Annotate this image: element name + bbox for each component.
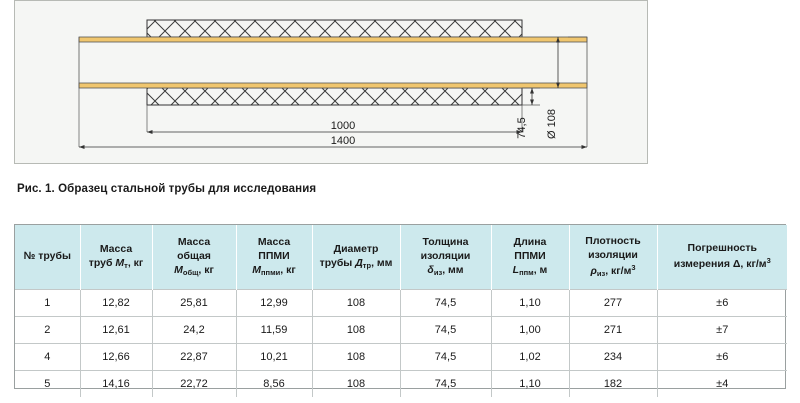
table-cell: 12,82	[80, 290, 152, 317]
header-text: Толщина	[422, 236, 469, 249]
table-cell: 74,5	[400, 317, 491, 344]
table-cell: 22,72	[152, 371, 236, 398]
dim-1000-label: 1000	[330, 120, 356, 132]
table-cell: ±6	[657, 290, 787, 317]
header-text: ППМИ	[514, 250, 546, 263]
header-superscript: 3	[766, 256, 771, 265]
header-text: ППМИ	[258, 250, 290, 263]
table-cell: ±7	[657, 317, 787, 344]
header-text: измерения Δ, кг/м	[673, 258, 767, 270]
header-subscript: из	[596, 268, 606, 278]
header-text: трубы	[319, 256, 353, 269]
table-cell: 12,61	[80, 317, 152, 344]
insulation-top	[147, 20, 522, 37]
column-header	[15, 225, 80, 290]
table-row	[15, 344, 787, 371]
header-subscript: из	[433, 267, 443, 277]
header-text: Масса	[177, 236, 211, 249]
column-header	[491, 225, 569, 290]
table-cell: 108	[312, 317, 400, 344]
header-text: общая	[177, 250, 211, 263]
header-text: Масса	[99, 243, 133, 256]
table-cell: 5	[15, 371, 80, 398]
header-symbol: δ	[427, 263, 434, 276]
header-unit: , мм	[442, 263, 464, 276]
table-cell: 11,59	[236, 317, 312, 344]
dim-1400-label: 1400	[330, 135, 356, 147]
table-cell: ±6	[657, 344, 787, 371]
table-cell: 10,21	[236, 344, 312, 371]
header-text: изоляции	[420, 250, 471, 263]
header-symbol: M	[252, 263, 262, 276]
pipe-wall-bottom	[79, 83, 587, 88]
header-symbol: M	[115, 256, 125, 269]
header-unit: , кг/м	[605, 264, 632, 277]
header-text: труб	[88, 256, 113, 269]
table-cell: 1,10	[491, 371, 569, 398]
header-subscript: т	[124, 260, 128, 270]
header-subscript: ппми	[261, 267, 281, 277]
header-symbol: M	[174, 263, 183, 276]
table-cell: 22,87	[152, 344, 236, 371]
header-superscript: 3	[631, 262, 636, 272]
table-cell: 1	[15, 290, 80, 317]
table-cell: 1,00	[491, 317, 569, 344]
table-row	[15, 290, 787, 317]
table-cell: ±4	[657, 371, 787, 398]
header-text: Погрешность	[687, 242, 757, 255]
header-text: Масса	[257, 236, 291, 249]
header-subscript: ппм	[519, 267, 534, 277]
dim-diameter-label: Ø 108	[546, 109, 558, 139]
table-cell: 74,5	[400, 290, 491, 317]
figure-caption: Рис. 1. Образец стальной трубы для исследования	[17, 183, 317, 195]
table-cell: 277	[569, 290, 657, 317]
data-table	[14, 224, 786, 389]
header-unit: , м	[533, 263, 548, 276]
table-cell: 271	[569, 317, 657, 344]
column-header	[657, 225, 787, 290]
table-cell: 182	[569, 371, 657, 398]
table-cell: 1,02	[491, 344, 569, 371]
header-text: изоляции	[588, 249, 638, 262]
table-cell: 8,56	[236, 371, 312, 398]
dim-74-5-label: 74,5	[516, 117, 528, 139]
table-cell: 2	[15, 317, 80, 344]
table-cell: 24,2	[152, 317, 236, 344]
table-header-row	[15, 225, 787, 290]
table-cell: 108	[312, 371, 400, 398]
table-cell: 4	[15, 344, 80, 371]
table-cell: 12,99	[236, 290, 312, 317]
header-symbol: Д	[355, 256, 363, 269]
pipe-drawing	[14, 0, 648, 164]
table-cell: 108	[312, 344, 400, 371]
table-cell: 234	[569, 344, 657, 371]
header-symbol: ρ	[590, 264, 597, 277]
table-cell: 1,10	[491, 290, 569, 317]
column-header	[80, 225, 152, 290]
table-cell: 12,66	[80, 344, 152, 371]
header-unit: , кг	[280, 263, 296, 276]
header-symbol: L	[512, 263, 520, 276]
header-subscript: общ	[182, 267, 199, 277]
header-subscript: тр	[362, 260, 372, 270]
column-header	[569, 225, 657, 290]
table-cell: 74,5	[400, 371, 491, 398]
header-unit: , кг	[127, 256, 144, 269]
column-header	[312, 225, 400, 290]
header-unit: , мм	[371, 256, 393, 269]
table-cell: 25,81	[152, 290, 236, 317]
table-row	[15, 371, 787, 398]
table-cell: 74,5	[400, 344, 491, 371]
header-text: Диаметр	[333, 243, 379, 256]
column-header	[152, 225, 236, 290]
header-unit: , кг	[198, 263, 214, 276]
header-text: Длина	[513, 236, 547, 249]
pipe-wall-top	[79, 37, 587, 42]
column-header	[400, 225, 491, 290]
header-text: Плотность	[585, 235, 641, 248]
table-cell: 108	[312, 290, 400, 317]
insulation-bottom	[147, 88, 522, 105]
table-cell: 14,16	[80, 371, 152, 398]
table-row	[15, 317, 787, 344]
column-header	[236, 225, 312, 290]
header-text: № трубы	[23, 250, 71, 263]
